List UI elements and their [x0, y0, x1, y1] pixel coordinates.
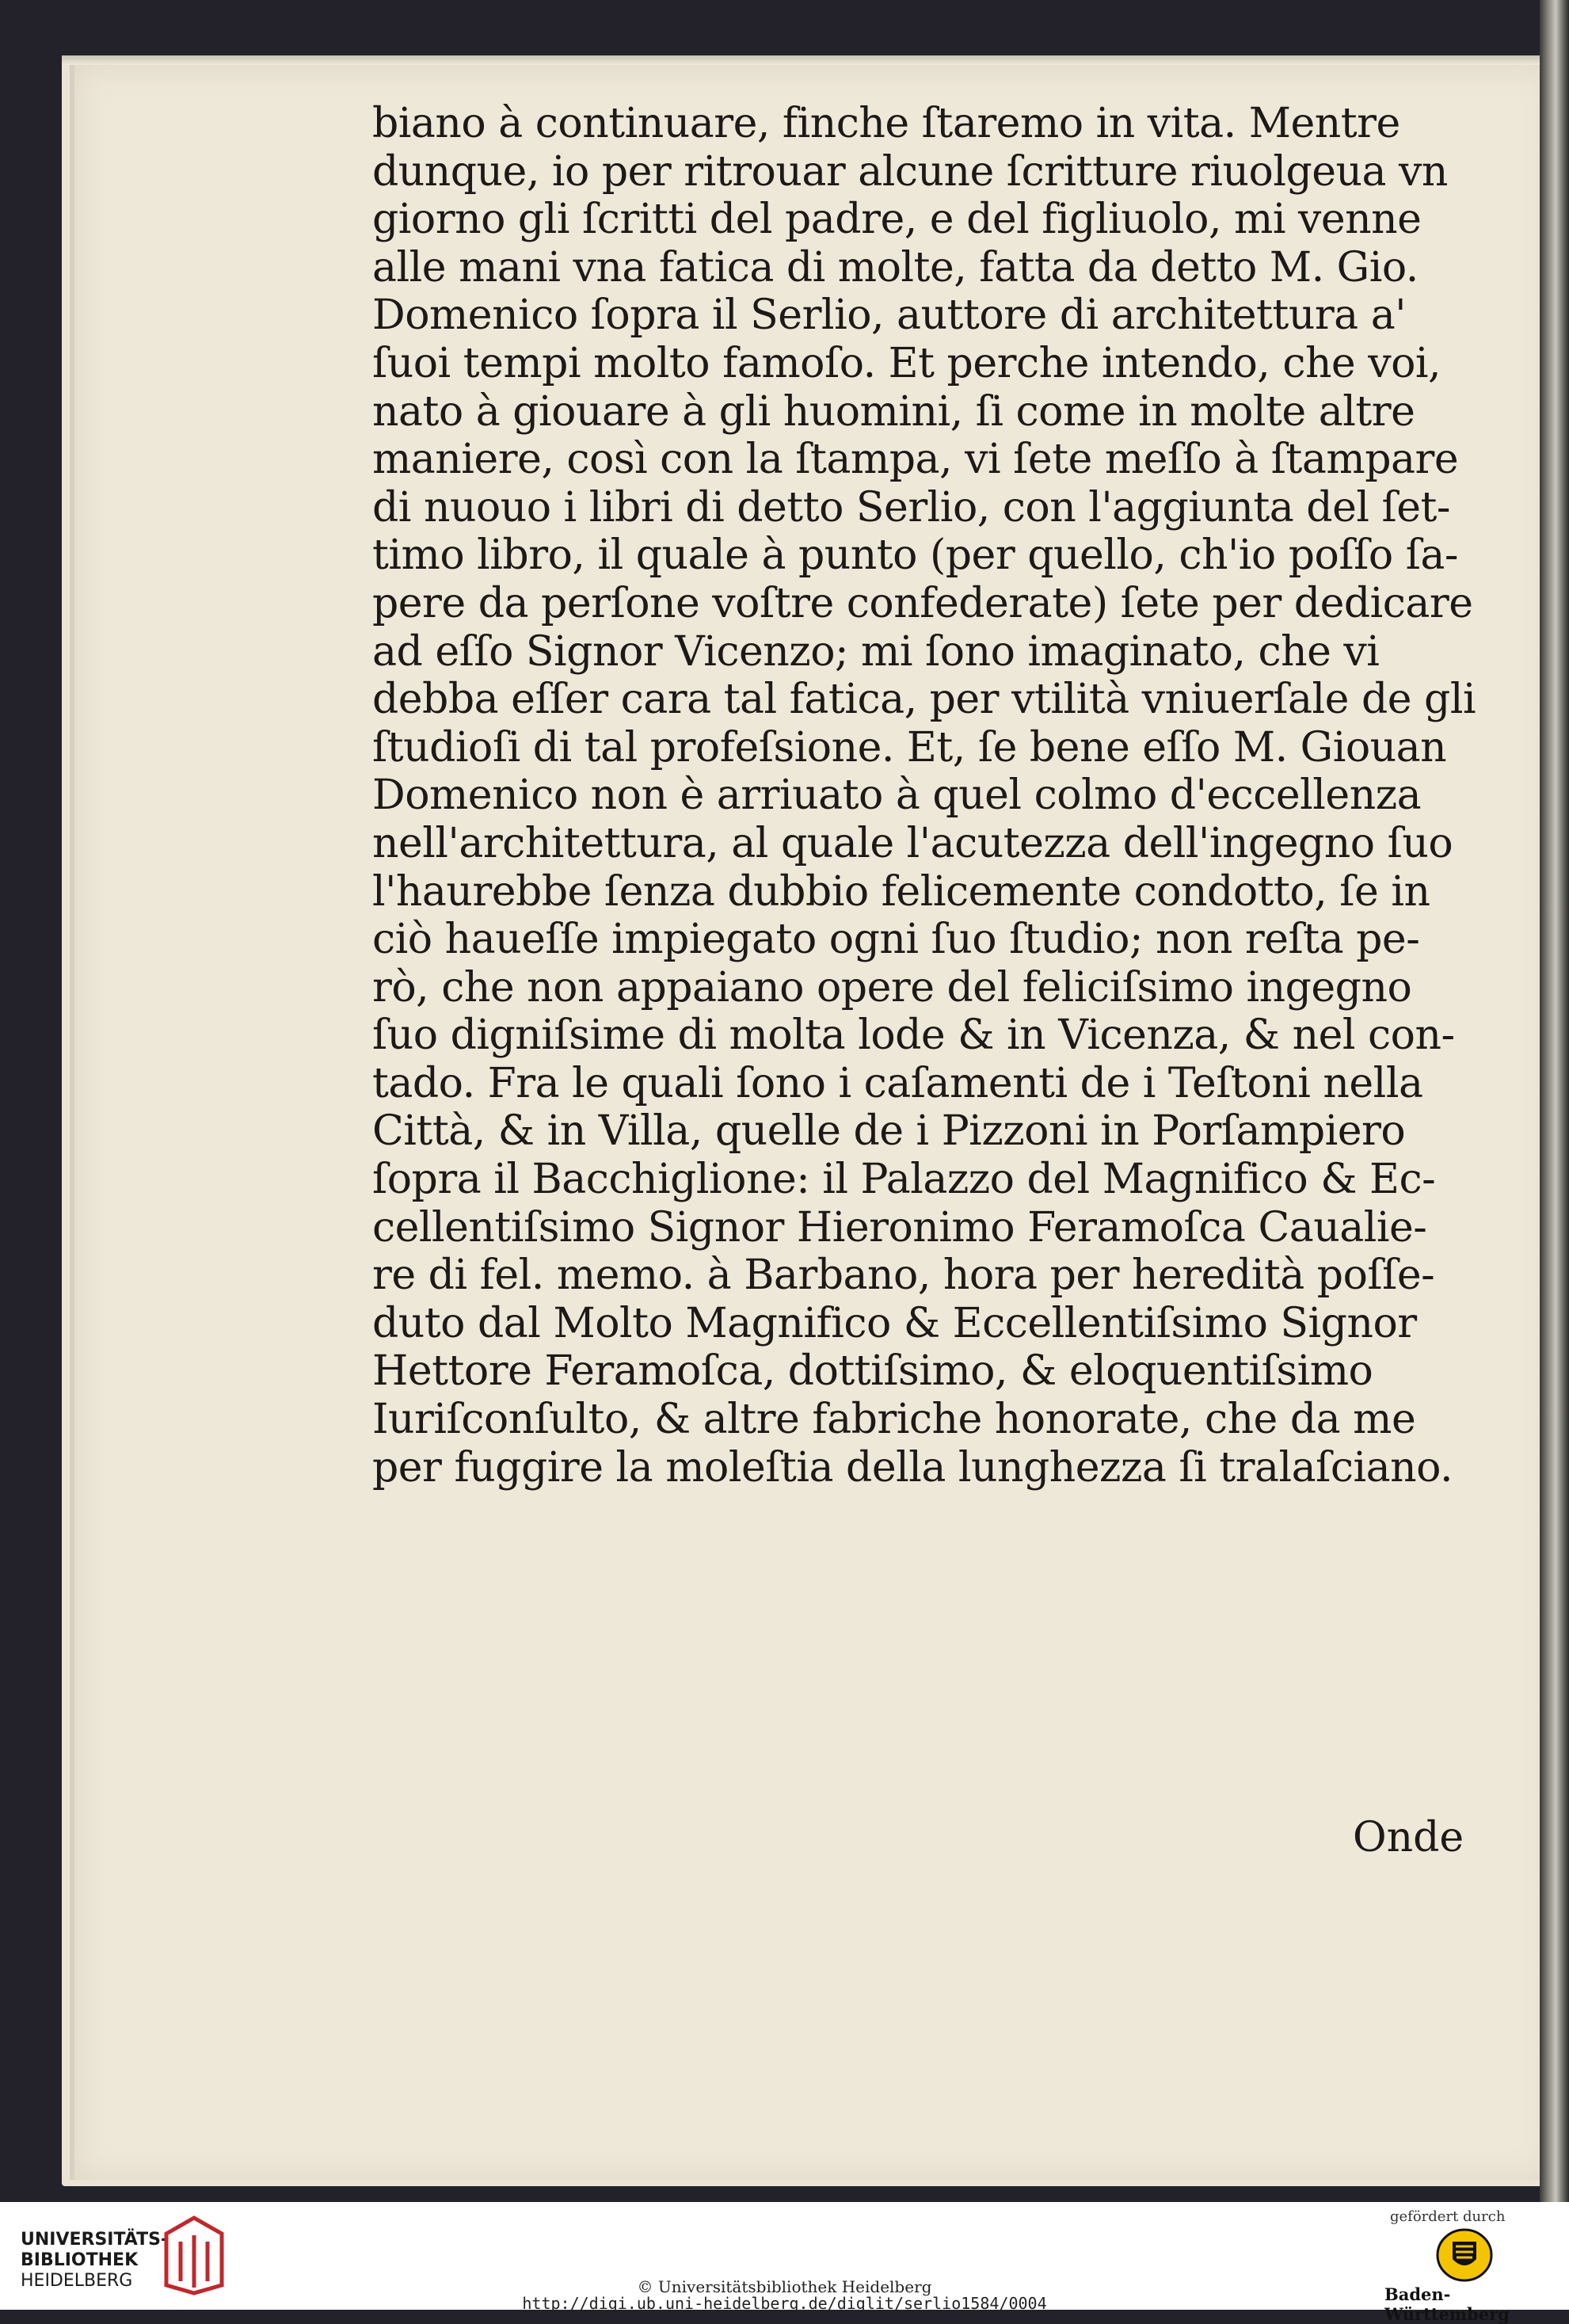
- library-name-line: UNIVERSITÄTS-: [21, 2230, 169, 2250]
- text-line: Iuriſconſulto, & altre fabriche honorate, che da me: [372, 1396, 1416, 1444]
- text-line: alle mani vna fatica di molte, fatta da detto M. Gio.: [372, 243, 1419, 291]
- text-line: giorno gli ſcritti del padre, e del figliuolo, mi venne: [372, 196, 1422, 244]
- text-line: biano à continuare, finche ſtaremo in vita. Mentre: [372, 100, 1400, 147]
- text-line: ſuo digniſsime di molta lode & in Vicenza, & nel con-: [372, 1012, 1455, 1060]
- text-line: dunque, io per ritrouar alcune ſcritture riuolgeua vn: [372, 147, 1448, 196]
- text-line: Hettore Feramoſca, dottiſsimo, & eloquentiſsimo: [372, 1347, 1373, 1396]
- text-line: ad eſſo Signor Vicenzo; mi ſono imaginato, che vi: [372, 627, 1380, 676]
- text-line: Domenico ſopra il Serlio, auttore di architettura a': [372, 291, 1407, 340]
- text-line: debba eſſer cara tal fatica, per vtilità vniuerſale de gli: [372, 676, 1476, 724]
- state-crest-icon[interactable]: [1435, 2227, 1494, 2283]
- text-line: cellentiſsimo Signor Hieronimo Feramoſca Caualie-: [372, 1203, 1427, 1252]
- text-line: ſtudioſi di tal profeſsione. Et, ſe bene eſſo M. Giouan: [372, 723, 1447, 771]
- text-line: Città, & in Villa, quelle de i Pizzoni in Porſampiero: [372, 1107, 1406, 1156]
- top-binding-edge: [62, 55, 1551, 65]
- copyright-notice: © Universitätsbibliothek Heidelberg: [637, 2277, 932, 2296]
- text-line: per fuggire la moleſtia della lunghezza ſi tralaſciano.: [372, 1443, 1453, 1492]
- page-text: [372, 100, 1537, 1492]
- library-city: HEIDELBERG: [21, 2271, 133, 2291]
- catchword: Onde: [1353, 1814, 1464, 1861]
- text-line: ſopra il Bacchiglione: il Palazzo del Magnifico & Ec-: [372, 1156, 1436, 1204]
- text-line: di nuouo i libri di detto Serlio, con l'aggiunta del ſet-: [372, 483, 1451, 531]
- library-name-line: BIBLIOTHEK: [21, 2250, 139, 2270]
- text-line: Domenico non è arriuato à quel colmo d'eccellenza: [372, 771, 1422, 820]
- text-line: l'haurebbe ſenza dubbio felicemente condotto, ſe in: [372, 867, 1430, 916]
- text-line: rò, che non appaiano opere del feliciſsimo ingegno: [372, 963, 1412, 1012]
- text-line: tado. Fra le quali ſono i caſamenti de i Teſtoni nella: [372, 1059, 1423, 1107]
- text-line: pere da perſone voſtre confederate) ſete per dedicare: [372, 579, 1473, 627]
- text-line: ciò haueſſe impiegato ogni ſuo ſtudio; non reſta pe-: [372, 916, 1420, 964]
- permalink[interactable]: http://digi.ub.uni-heidelberg.de/diglit/serlio1584/0004: [522, 2294, 1047, 2313]
- sponsor-label: gefördert durch: [1390, 2208, 1506, 2225]
- book-spine-edge: [1540, 0, 1569, 2202]
- sponsor-name: Baden-Württemberg: [1384, 2284, 1510, 2324]
- text-line: re di fel. memo. à Barbano, hora per heredità poſſe-: [372, 1252, 1435, 1300]
- text-line: ſuoi tempi molto famoſo. Et perche intendo, che voi,: [372, 339, 1441, 387]
- text-line: maniere, così con la ſtampa, vi ſete meſſo à ſtampare: [372, 436, 1459, 484]
- text-line: nato à giouare à gli huomini, ſi come in molte altre: [372, 387, 1415, 436]
- text-line: nell'architettura, al quale l'acutezza dell'ingegno ſuo: [372, 819, 1453, 867]
- text-line: timo libro, il quale à punto (per quello, ch'io poſſo ſa-: [372, 531, 1459, 580]
- text-line: duto dal Molto Magnifico & Eccellentiſsimo Signor: [372, 1299, 1417, 1347]
